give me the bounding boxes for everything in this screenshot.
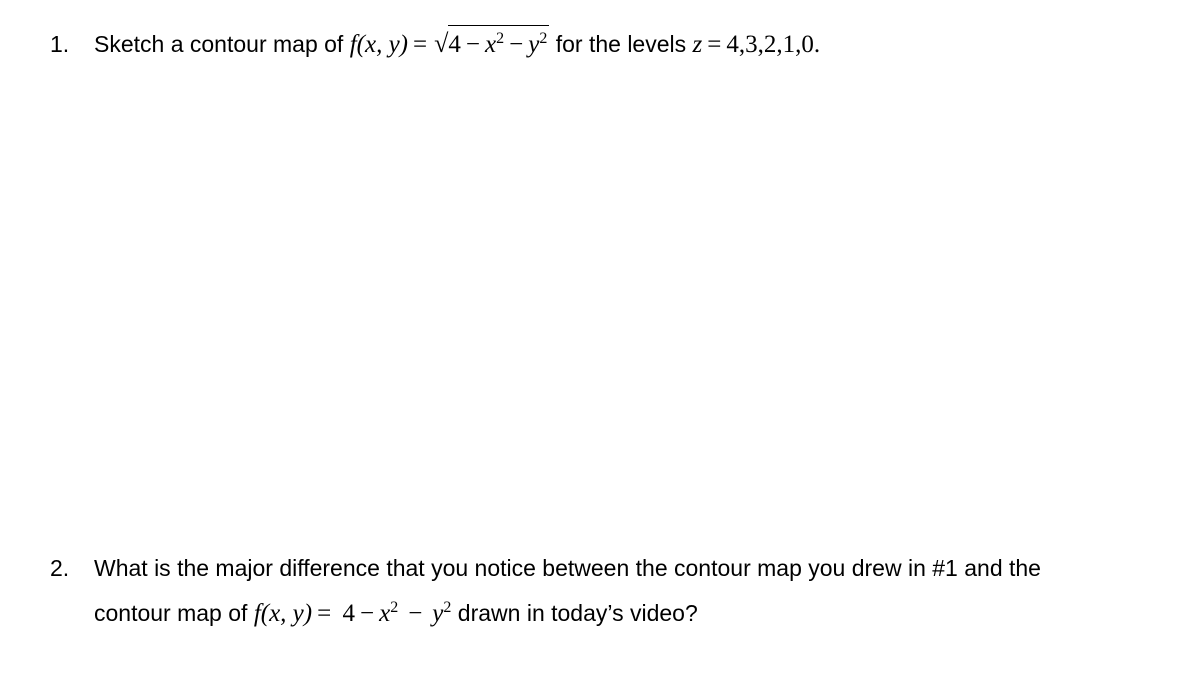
minus-sign: − <box>509 31 524 58</box>
question-1-middle: for the levels <box>549 31 693 57</box>
levels-list: 4,3,2,1,0. <box>726 31 821 58</box>
levels-expression <box>693 31 821 58</box>
minus-sign: − <box>408 600 423 627</box>
question-1-number: 1. <box>50 31 70 57</box>
exponent: 2 <box>496 30 505 47</box>
minus-sign: − <box>465 31 480 58</box>
exponent: 2 <box>443 599 452 616</box>
question-2-prefix: contour map of <box>94 600 254 626</box>
constant: 4 <box>342 600 355 627</box>
question-2-text-line-1: What is the major difference that you notice between the contour map you drew in #1 and the <box>94 555 1041 581</box>
question-2-line-1 <box>0 548 1200 588</box>
function-args: (x, y) <box>260 600 313 627</box>
radicand-constant: 4 <box>448 31 461 58</box>
function-name: f <box>253 600 261 627</box>
function-expression <box>350 31 550 58</box>
question-2-suffix: drawn in today’s video? <box>451 600 698 626</box>
var-y: y <box>528 31 540 58</box>
equals-sign: = <box>317 600 332 627</box>
var-y: y <box>432 600 444 627</box>
exponent: 2 <box>539 30 548 47</box>
equals-sign: = <box>413 31 428 58</box>
question-1-text <box>94 24 820 65</box>
var-x: x <box>379 600 391 627</box>
question-1-prefix: Sketch a contour map of <box>94 31 350 57</box>
exponent: 2 <box>390 599 399 616</box>
level-var: z <box>692 31 703 58</box>
radicand <box>448 25 549 58</box>
question-2-number: 2. <box>50 555 70 581</box>
equals-sign: = <box>707 31 722 58</box>
function-name: f <box>349 31 357 58</box>
var-x: x <box>485 31 497 58</box>
question-1-line <box>0 24 1200 64</box>
question-2-line-2 <box>0 588 1200 628</box>
sqrt-symbol: √ <box>434 29 449 58</box>
question-2 <box>0 548 1200 628</box>
question-1 <box>0 24 1200 64</box>
minus-sign: − <box>359 600 375 627</box>
function-expression <box>254 600 452 627</box>
function-args: (x, y) <box>356 31 408 58</box>
question-2-text-line-2 <box>94 588 698 634</box>
